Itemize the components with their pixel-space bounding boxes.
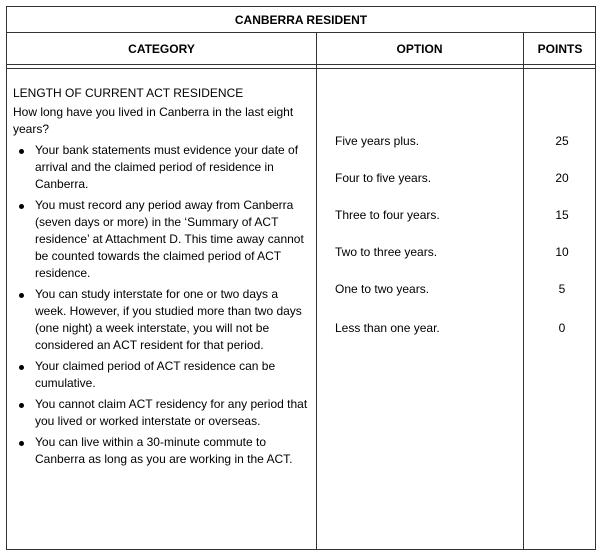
requirements-list	[13, 142, 309, 468]
option-label: One to two years.	[335, 282, 430, 296]
list-item: Your claimed period of ACT residence can be cumulative.	[13, 358, 309, 392]
header-divider-double	[7, 68, 595, 69]
bullet-icon	[19, 293, 24, 298]
option-label: Three to four years.	[335, 208, 440, 222]
section-title: LENGTH OF CURRENT ACT RESIDENCE	[13, 86, 244, 100]
column-divider-option	[316, 33, 317, 549]
option-label: Less than one year.	[335, 321, 440, 335]
list-item: You can study interstate for one or two days a week. However, if you studied more than two days (one night) a week interstate, you will not be considered an ACT resident for that period.	[13, 286, 309, 354]
option-label: Five years plus.	[335, 134, 420, 148]
header-category: CATEGORY	[128, 42, 195, 56]
header-option: OPTION	[396, 42, 443, 56]
header-points: POINTS	[537, 42, 583, 56]
bullet-icon	[19, 441, 24, 446]
list-item: You must record any period away from Canberra (seven days or more) in the ‘Summary of ACT residence’ at Attachment D. This time away cannot be counted towards the claimed period of ACT residence.	[13, 197, 309, 282]
points-table	[6, 6, 596, 550]
bullet-icon	[19, 149, 24, 154]
category-cell	[13, 85, 309, 472]
bullet-icon	[19, 204, 24, 209]
option-label: Four to five years.	[335, 171, 432, 185]
bullet-icon	[19, 403, 24, 408]
table-title: CANBERRA RESIDENT	[7, 7, 595, 33]
option-points: 10	[555, 245, 569, 259]
option-points: 20	[555, 171, 569, 185]
column-divider-points	[523, 33, 524, 549]
list-item: You can live within a 30-minute commute to Canberra as long as you are working in the ACT.	[13, 434, 309, 468]
option-points: 5	[558, 282, 566, 296]
option-label: Two to three years.	[335, 245, 438, 259]
option-points: 0	[558, 321, 566, 335]
header-divider	[7, 64, 595, 65]
list-item: You cannot claim ACT residency for any period that you lived or worked interstate or overseas.	[13, 396, 309, 430]
option-points: 15	[555, 208, 569, 222]
option-points: 25	[555, 134, 569, 148]
list-item: Your bank statements must evidence your date of arrival and the claimed period of residence in Canberra.	[13, 142, 309, 193]
bullet-icon	[19, 365, 24, 370]
question-text: How long have you lived in Canberra in the last eight years?	[13, 105, 294, 136]
